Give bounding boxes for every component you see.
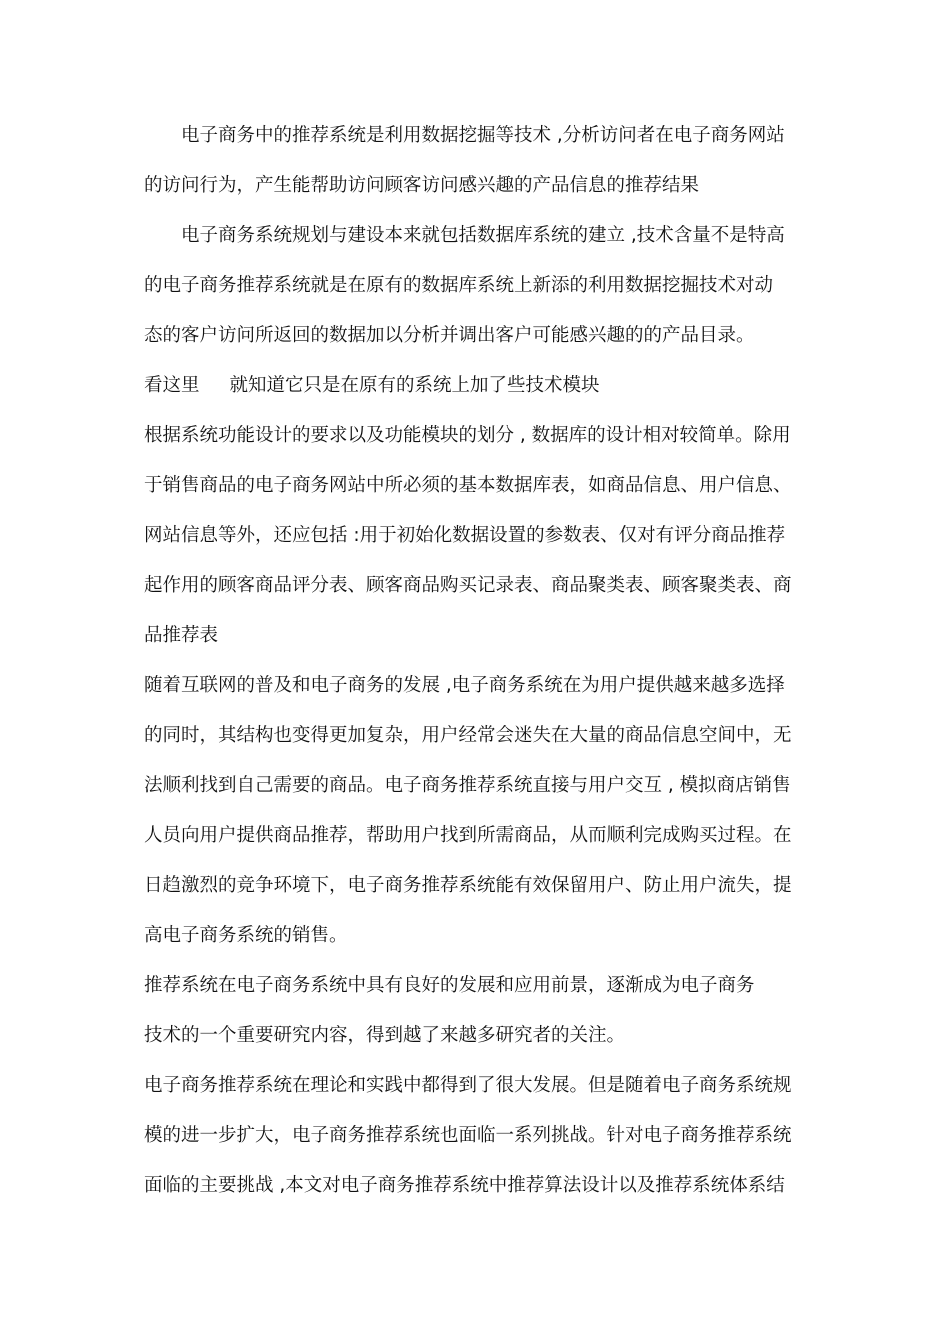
text-line: 模的进一步扩大，电子商务推荐系统也面临一系列挑战。针对电子商务推荐系统: [144, 1125, 792, 1146]
text-line: 态的客户访问所返回的数据加以分析并调出客户可能感兴趣的的产品目录。: [144, 325, 755, 346]
text-line: 的电子商务推荐系统就是在原有的数据库系统上新添的利用数据挖掘技术对动: [144, 275, 774, 296]
text-line: 随着互联网的普及和电子商务的发展 ,电子商务系统在为用户提供越来越多选择: [144, 675, 785, 696]
text-line: 的访问行为，产生能帮助访问顾客访问感兴趣的产品信息的推荐结果: [144, 175, 700, 196]
text-line: 电子商务中的推荐系统是利用数据挖掘等技术 ,分析访问者在电子商务网站: [181, 125, 785, 146]
text-segment: 就知道它只是在原有的系统上加了些技术模块: [229, 375, 600, 396]
text-line-composite: [144, 374, 814, 398]
text-line: 起作用的顾客商品评分表、顾客商品购买记录表、商品聚类表、顾客聚类表、商: [144, 575, 792, 596]
text-line: 人员向用户提供商品推荐，帮助用户找到所需商品，从而顺利完成购买过程。在: [144, 825, 792, 846]
text-line: 推荐系统在电子商务系统中具有良好的发展和应用前景，逐渐成为电子商务: [144, 975, 755, 996]
text-line: 电子商务推荐系统在理论和实践中都得到了很大发展。但是随着电子商务系统规: [144, 1075, 792, 1096]
text-line: 技术的一个重要研究内容，得到越了来越多研究者的关注。: [144, 1025, 626, 1046]
text-line: 高电子商务系统的销售。: [144, 925, 348, 946]
text-line: 面临的主要挑战 ,本文对电子商务推荐系统中推荐算法设计以及推荐系统体系结: [144, 1175, 785, 1196]
text-line: 的同时，其结构也变得更加复杂，用户经常会迷失在大量的商品信息空间中，无: [144, 725, 792, 746]
text-line: 电子商务系统规划与建设本来就包括数据库系统的建立 ,技术含量不是特高: [181, 225, 785, 246]
text-line: 于销售商品的电子商务网站中所必须的基本数据库表，如商品信息、用户信息、: [144, 475, 792, 496]
text-line: 法顺利找到自己需要的商品。电子商务推荐系统直接与用户交互 , 模拟商店销售: [144, 775, 791, 796]
text-line: 日趋激烈的竞争环境下，电子商务推荐系统能有效保留用户、防止用户流失，提: [144, 875, 792, 896]
text-line: 根据系统功能设计的要求以及功能模块的划分 , 数据库的设计相对较简单。除用: [144, 425, 791, 446]
text-line: 网站信息等外，还应包括 :用于初始化数据设置的参数表、仅对有评分商品推荐: [144, 525, 786, 546]
text-segment: 看这里: [144, 375, 200, 396]
text-line: 品推荐表: [144, 625, 219, 646]
